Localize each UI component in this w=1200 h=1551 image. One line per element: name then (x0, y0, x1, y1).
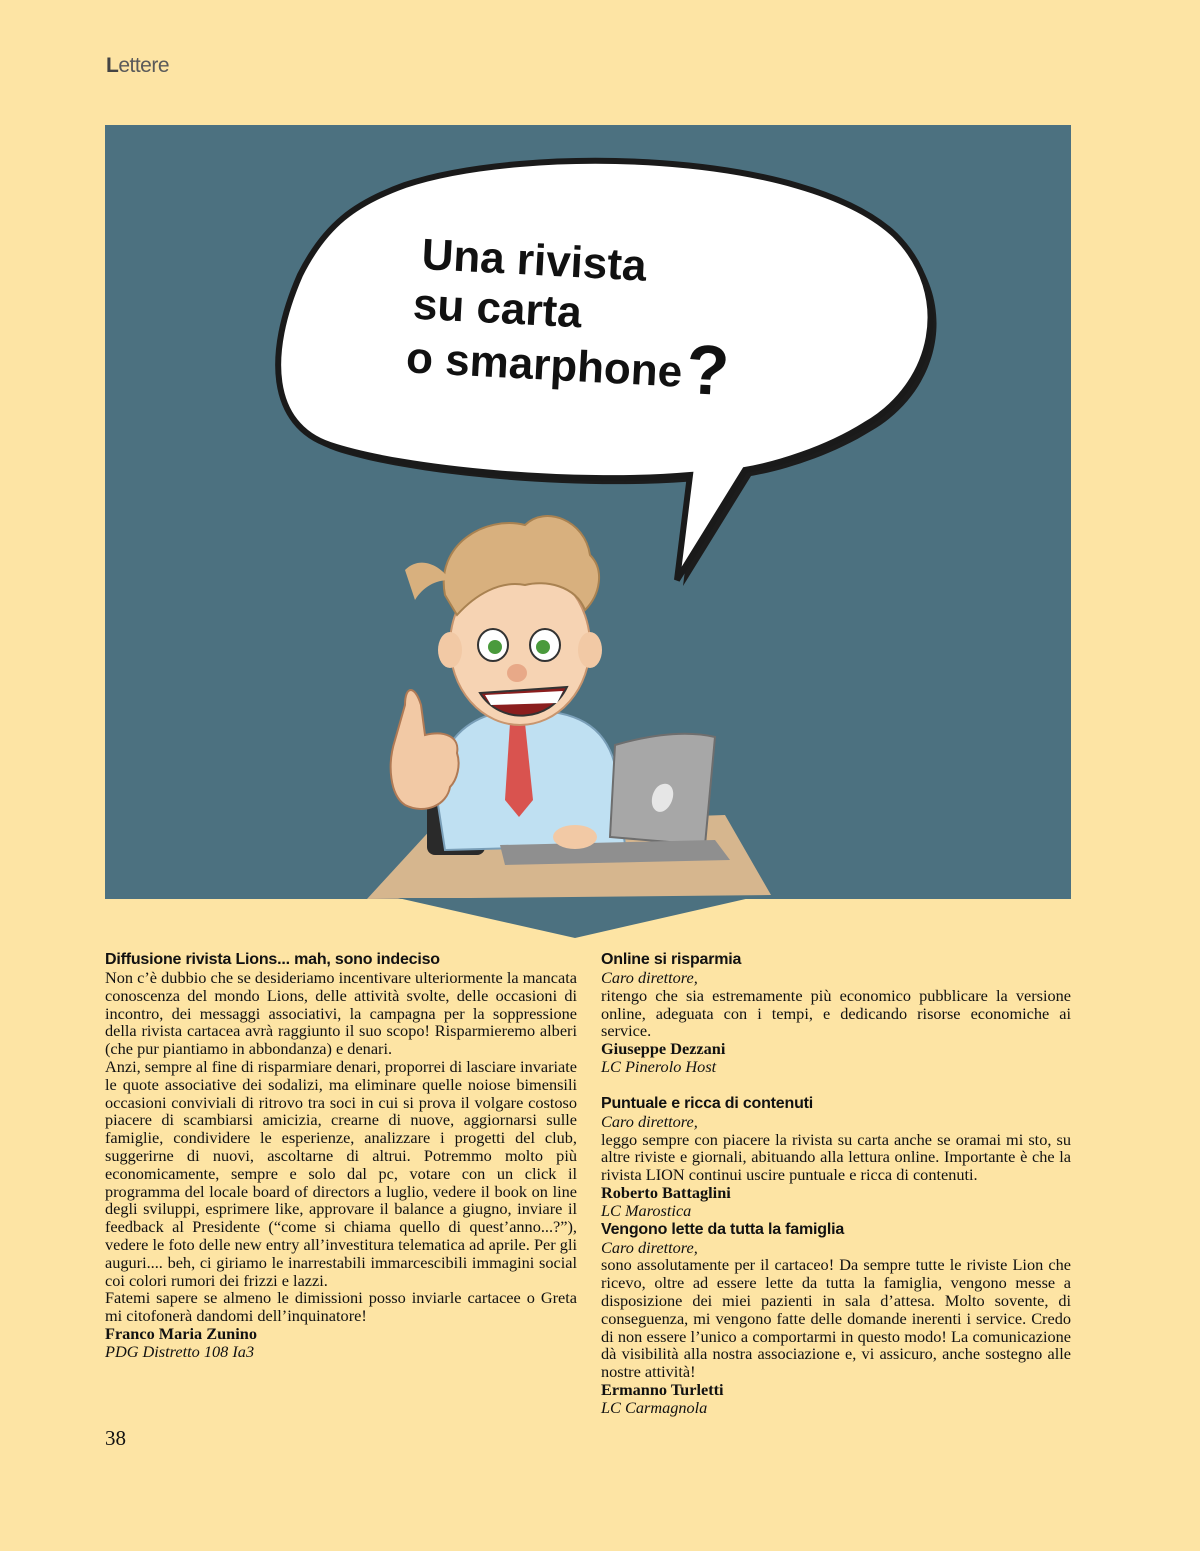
letter-3 (601, 1220, 1071, 1417)
letter-title: Online si risparmia (601, 951, 742, 968)
ear-right (578, 632, 602, 668)
letter-author: Franco Maria Zunino (105, 1323, 257, 1343)
letter-0 (105, 950, 577, 1361)
bubble-line-1: Una rivista (420, 230, 648, 291)
letter-club: LC Pinerolo Host (601, 1056, 717, 1076)
right-column (601, 950, 1071, 1417)
letter-author: Giuseppe Dezzani (601, 1039, 726, 1059)
question-mark: ? (684, 330, 732, 411)
bubble-line-2: su carta (411, 279, 583, 338)
letter-author: Ermanno Turletti (601, 1379, 724, 1399)
left-column (105, 950, 577, 1361)
letter-paragraph: ritengo che sia estremamente più economico pubblicare la versione online, adeguata con i tempi, e dedicando risorse economiche ai service. (601, 985, 1071, 1041)
nose (507, 664, 527, 682)
letter-title: Diffusione rivista Lions... mah, sono indeciso (105, 951, 440, 968)
letter-author: Roberto Battaglini (601, 1182, 731, 1202)
typing-hand (553, 825, 597, 849)
letter-paragraph: sono assolutamente per il cartaceo! Da sempre tutte le riviste Lion che ricevo, oltre ad essere lette da tutta la famiglia, vengono messe a disposizione dei miei pazienti in sala d’attesa. Molto sovente, di conseguenza, mi vengono fatte delle domande inerenti i service. Credo di non essere l’unico a comportarmi in questo modo! La comunicazione dà visibilità alla nostra associazione e, vi assicuro, anche sostegno alle nostre attività! (601, 1255, 1071, 1382)
page-number: 38 (105, 1426, 126, 1450)
letter-paragraph: Fatemi sapere se almeno le dimissioni posso inviarle cartacee o Greta mi citofonerà dandomi dell’inquinatore! (105, 1288, 577, 1326)
letter-paragraph: Anzi, sempre al fine di risparmiare denari, proporrei di lasciare invariate le quote associative dei sodalizi, ma eliminare quelle noiose bimensili occasioni conviviali di ritrovo tra soci in cui si prova il volgare costoso piacere di scambiarsi amicizia, crearne di nuove, aggiornarsi sulle famiglie, condividere le esperienze, analizzare i progetti del club, suggerirne di nuovi, ascoltarne di altrui. Potremmo molto più economicamente, sempre e solo dal pc, votare con un click il programma del locale board of directors a luglio, vedere il book on line degli sviluppi, esprimere like, approvare il balance a giugno, inviare il feedback al Presidente (“come si chiama quello di quest’anno...?”), vedere le foto delle new entry all’investitura telematica ad aprile. Per gli auguri.... beh, ci giriamo le inarrestabili immarcescibili immagini social coi colori rumori dei frizzi e lazzi. (105, 1056, 577, 1290)
speech-bubble-text (405, 230, 736, 411)
ear-left (438, 632, 462, 668)
letter-paragraph: leggo sempre con piacere la rivista su carta anche se oramai mi sto, su altre riviste e giornali, abituando alla lettura online. Importante è che la rivista LION continui uscire puntuale e ricca di contenuti. (601, 1129, 1071, 1185)
hero-illustration (105, 125, 1071, 899)
letter-club: LC Carmagnola (601, 1397, 708, 1417)
letter-club: PDG Distretto 108 Ia3 (105, 1341, 255, 1361)
section-label-initial: L (106, 54, 119, 77)
letter-club: LC Marostica (601, 1200, 692, 1220)
letter-title: Vengono lette da tutta la famiglia (601, 1220, 845, 1238)
letter-2 (601, 1094, 1071, 1220)
pupil-left (488, 640, 502, 654)
letter-1 (601, 950, 1071, 1076)
section-label (106, 54, 169, 78)
pupil-right (536, 640, 550, 654)
letter-salutation: Caro direttore, (601, 968, 698, 987)
letter-salutation: Caro direttore, (601, 1237, 698, 1257)
letter-title: Puntuale e ricca di contenuti (601, 1094, 814, 1112)
letter-salutation: Caro direttore, (601, 1111, 698, 1131)
thumbs-up-hand (391, 690, 459, 809)
section-label-rest: ettere (118, 54, 170, 77)
bubble-line-3-text: o smarphone (405, 333, 684, 397)
letter-paragraph: Non c’è dubbio che se desideriamo incentivare ulteriormente la mancata conoscenza del mondo Lions, delle attività svolte, delle occasioni di incontro, dei messaggi associativi, la campagna per la soppressione della rivista cartacea avrà raggiunto il suo scopo! Risparmieremo alberi (che pur piantiamo in abbondanza) e denari. (105, 968, 577, 1059)
